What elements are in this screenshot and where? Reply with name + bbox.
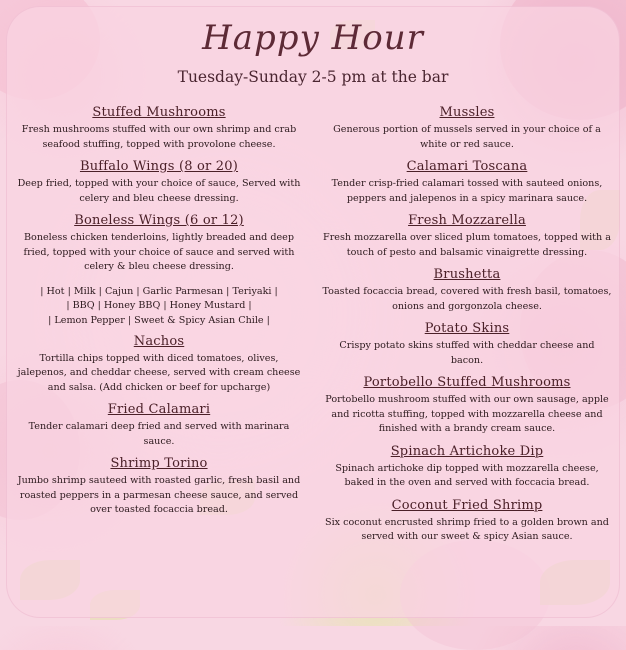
left-menu-column (14, 104, 304, 524)
menu-item-name: Brushetta (433, 267, 501, 282)
menu-item (322, 443, 612, 491)
menu-item-name: Spinach Artichoke Dip (390, 443, 544, 459)
menu-item-name: Fresh Mozzarella (408, 213, 526, 228)
menu-item (14, 333, 304, 396)
menu-item-description: Generous portion of mussels served in your choice of a white or red sauce. (333, 124, 601, 150)
menu-item (14, 212, 304, 275)
menu-item (322, 320, 612, 368)
menu-item-name: Shrimp Torino (110, 456, 208, 472)
menu-item-name: Boneless Wings (6 or 12) (74, 213, 244, 228)
menu-item-name: Stuffed Mushrooms (92, 105, 226, 120)
sauce-line: | Hot | Milk | Cajun | Garlic Parmesan | Teriyaki | (40, 285, 278, 297)
menu-item-description: Fresh mushrooms stuffed with our own shrimp and crab seafood stuffing, topped with provolone cheese. (21, 124, 297, 150)
menu-item-name: Fried Calamari (107, 402, 211, 418)
menu-item-name: Potato Skins (424, 321, 510, 336)
menu-item-description: Deep fried, topped with your choice of sauce, Served with celery and bleu cheese dressing. (17, 178, 301, 204)
menu-item-description: Portobello mushroom stuffed with our own sausage, apple and ricotta stuffing, topped with mozzarella cheese and finished with a brandy cream sauce. (325, 394, 609, 434)
sauce-line: | Lemon Pepper | Sweet & Spicy Asian Chile | (48, 315, 270, 327)
menu-item-name: Coconut Fried Shrimp (391, 497, 543, 513)
menu-item-description: Crispy potato skins stuffed with cheddar cheese and bacon. (339, 340, 595, 366)
menu-item-name: Portobello Stuffed Mushrooms (363, 375, 571, 390)
menu-item-name: Calamari Toscana (406, 159, 528, 174)
menu-item (14, 158, 304, 206)
menu-item (322, 158, 612, 206)
menu-item-name: Nachos (133, 333, 185, 349)
page-title: Happy Hour (202, 18, 424, 58)
menu-item (322, 497, 612, 545)
menu-item (322, 104, 612, 152)
menu-item (14, 401, 304, 449)
menu-item-description: Six coconut encrusted shrimp fried to a golden brown and served with our sweet & spicy Asian sauce. (325, 516, 609, 542)
menu-item-name: Mussles (439, 105, 495, 120)
sauce-options (14, 285, 304, 329)
menu-item-description: Tortilla chips topped with diced tomatoes, olives, jalepenos, and cheddar cheese, served with cream cheese and salsa. (Add chicken or beef for upcharge) (17, 352, 301, 393)
menu-item-description: Toasted focaccia bread, covered with fresh basil, tomatoes, onions and gorgonzola cheese. (322, 286, 612, 312)
menu-item (14, 104, 304, 152)
menu-item (322, 266, 612, 314)
menu-item (14, 455, 304, 518)
menu-item (322, 212, 612, 260)
menu-item-name: Buffalo Wings (8 or 20) (79, 159, 239, 174)
sauce-line: | BBQ | Honey BBQ | Honey Mustard | (66, 300, 252, 312)
menu-item (322, 374, 612, 437)
menu-item-description: Tender calamari deep fried and served with marinara sauce. (28, 421, 290, 447)
menu-item-description: Jumbo shrimp sauteed with roasted garlic, fresh basil and roasted peppers in a parmesan cheese sauce, and served over toasted focaccia bread. (17, 475, 301, 516)
menu-item-description: Boneless chicken tenderloins, lightly breaded and deep fried, topped with your choice of sauce and served with celery & bleu cheese dressing. (23, 232, 295, 272)
menu-item-description: Tender crisp-fried calamari tossed with sauteed onions, peppers and jalepenos in a spicy marinara sauce. (331, 178, 603, 204)
menu-item-description: Spinach artichoke dip topped with mozzarella cheese, baked in the oven and served with foccacia bread. (335, 462, 599, 488)
right-menu-column (322, 104, 612, 551)
menu-item-description: Fresh mozzarella over sliced plum tomatoes, topped with a touch of pesto and balsamic vinaigrette dressing. (323, 232, 611, 258)
page-subtitle: Tuesday-Sunday 2-5 pm at the bar (177, 68, 449, 86)
